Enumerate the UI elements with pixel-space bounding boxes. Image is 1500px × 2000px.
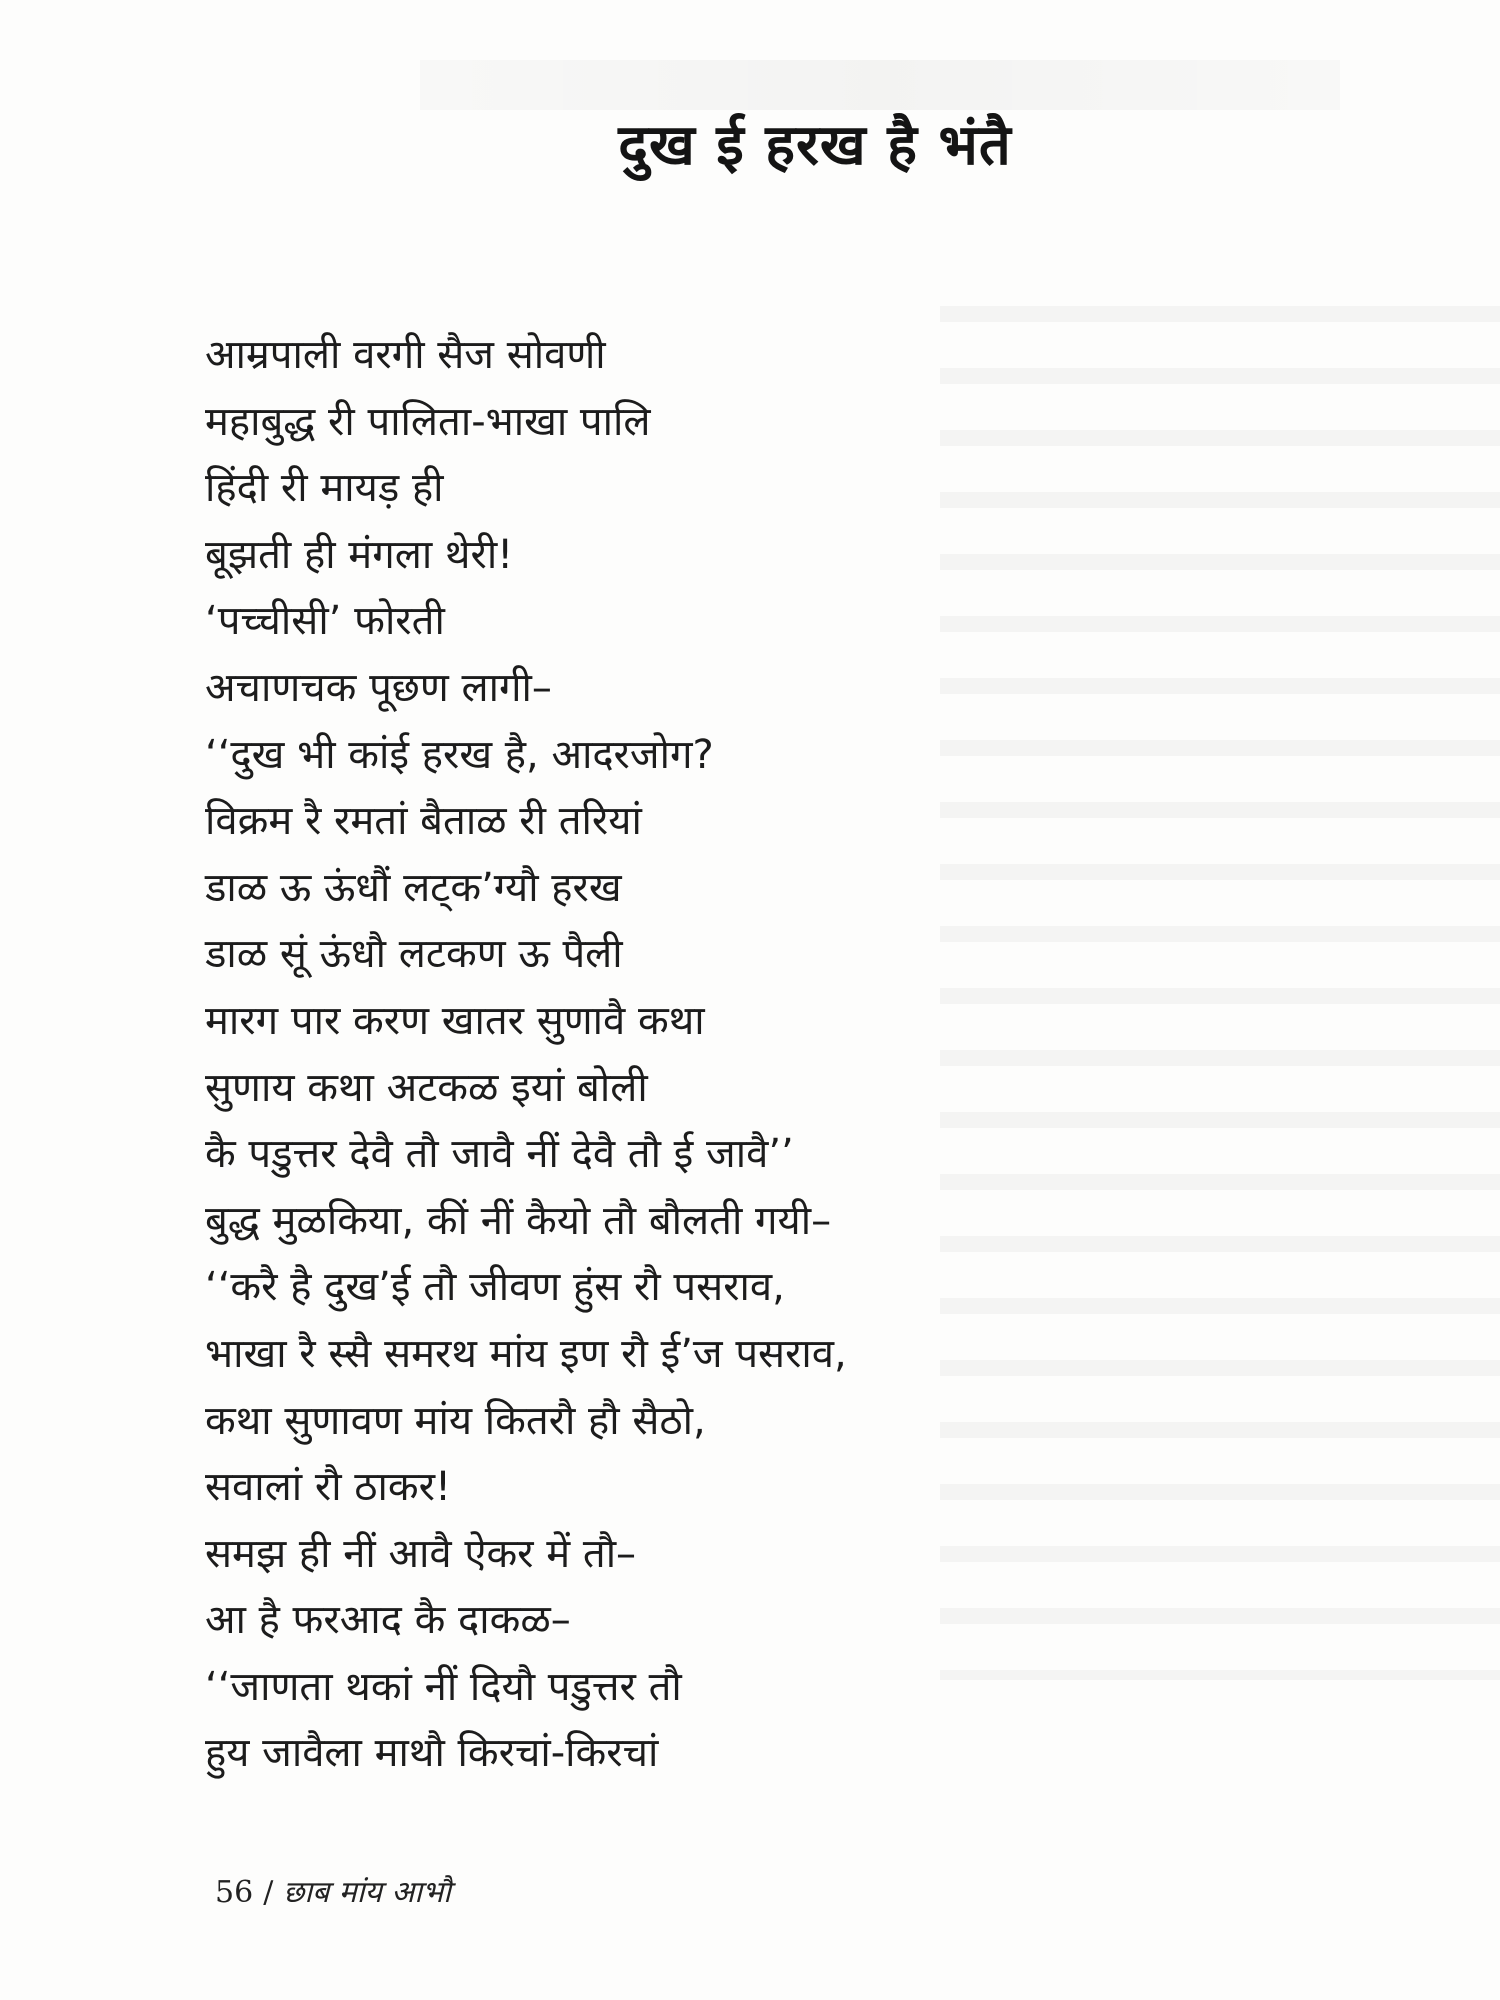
page-number: 56 [215, 1875, 254, 1910]
poem-line: हुय जावैला माथौ किरचां-किरचां [205, 1730, 659, 1777]
poem-line: बुद्ध मुळकिया, कीं नीं कैयो तौ बौलती गयी– [205, 1197, 832, 1244]
poem-line: ‘‘दुख भी कांई हरख है, आदरजोग? [205, 731, 714, 778]
poem-line: ‘‘जाणता थकां नीं दियौ पडुत्तर तौ [205, 1663, 682, 1710]
page-footer [215, 1870, 451, 1911]
poem-line: कै पडुत्तर देवै तौ जावै नीं देवै तौ ई जावै’’ [205, 1131, 794, 1178]
poem-line: डाळ सूं ऊंधौ लटकण ऊ पैली [205, 931, 623, 978]
poem-body [205, 322, 1205, 1787]
poem-line: भाखा रै स्सै समरथ मांय इण रौ ई’ज पसराव, [205, 1330, 847, 1377]
poem-line: आम्रपाली वरगी सैज सोवणी [205, 332, 606, 378]
poem-line: बूझती ही मंगला थेरी! [205, 531, 514, 578]
book-title: छाब मांय आभौ [283, 1875, 451, 1910]
poem-line: विक्रम रै रमतां बैताळ री तरियां [205, 798, 642, 845]
poem-line: आ है फरआद कै दाकळ– [205, 1597, 571, 1644]
show-through-top [420, 60, 1340, 110]
poem-line: कथा सुणावण मांय कितरौ हौ सैठो, [205, 1397, 706, 1444]
poem-line: मारग पार करण खातर सुणावै कथा [205, 997, 705, 1044]
poem-line: महाबुद्ध री पालिता-भाखा पालि [205, 398, 651, 445]
footer-separator: / [263, 1875, 274, 1910]
poem-line: सवालां रौ ठाकर! [205, 1464, 451, 1511]
poem-line: सुणाय कथा अटकळ इयां बोली [205, 1064, 648, 1111]
poem-line: हिंदी री मायड़ ही [205, 465, 444, 512]
poem-line: समझ ही नीं आवै ऐकर में तौ– [205, 1530, 637, 1577]
poem-line: अचाणचक पूछण लागी– [205, 664, 552, 711]
poem-line: ‘‘करै है दुख’ई तौ जीवण हुंस रौ पसराव, [205, 1264, 785, 1311]
poem-line: ‘पच्चीसी’ फोरती [205, 598, 445, 645]
poem-line: डाळ ऊ ऊंधौं लट्क’ग्यौ हरख [205, 864, 622, 911]
poem-title: दुख ई हरख है भंतै [618, 113, 1012, 178]
